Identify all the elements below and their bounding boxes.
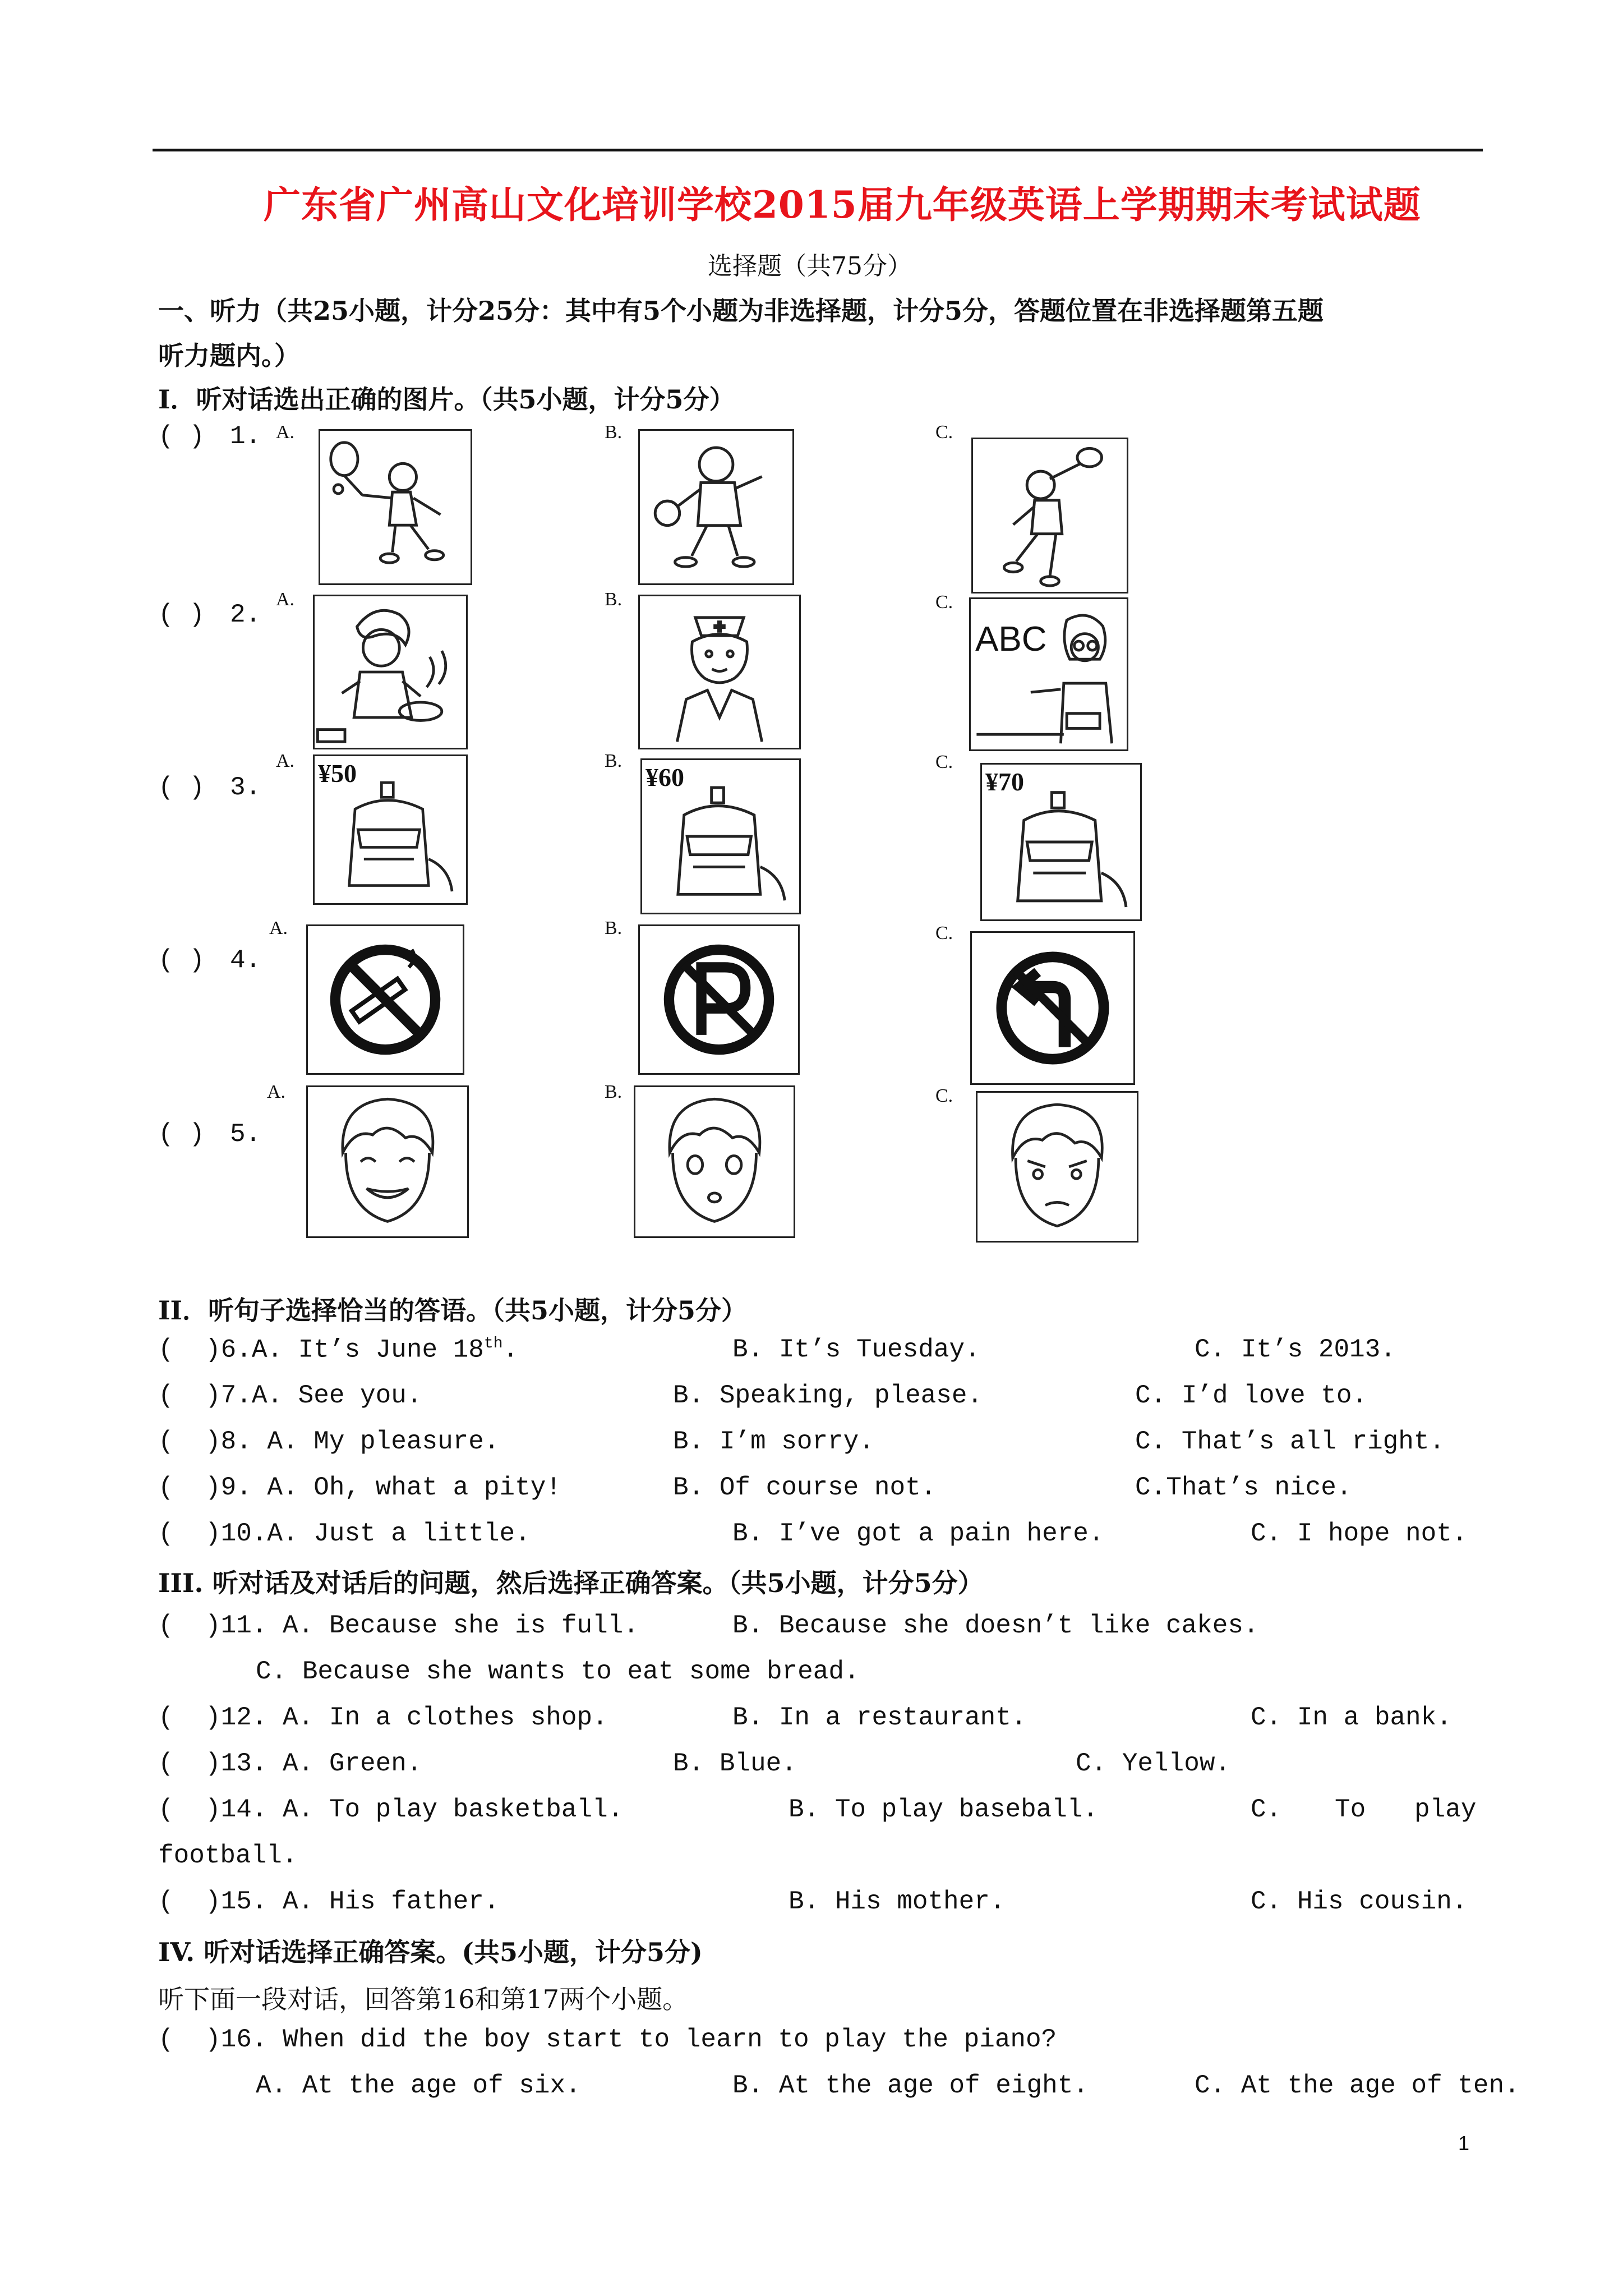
answer-bracket[interactable]: ( ): [158, 1120, 205, 1149]
option-b[interactable]: B. I’ve got a pain here.: [732, 1519, 1104, 1548]
option-label: A.: [276, 589, 295, 610]
question-6: )6.A. It’s June 18th.: [205, 1335, 519, 1365]
question-9: )9. A. Oh, what a pity!: [205, 1473, 561, 1502]
option-c-letter[interactable]: C.: [1251, 1795, 1282, 1824]
option-label: C.: [935, 1085, 953, 1106]
price-tag: ¥60: [645, 763, 684, 792]
option-picture[interactable]: [971, 438, 1128, 593]
question-11: )11. A. Because she is full.: [205, 1611, 639, 1640]
section3-heading: III. 听对话及对话后的问题，然后选择正确答案。（共5小题，计分5分）: [158, 1568, 984, 1598]
option-picture[interactable]: [969, 597, 1128, 751]
option-c-word: football.: [158, 1841, 298, 1870]
option-b[interactable]: B. In a restaurant.: [732, 1703, 1027, 1732]
section4-intro: 听下面一段对话，回答第16和第17两个小题。: [158, 1984, 689, 2014]
question-13: )13. A. Green.: [205, 1749, 422, 1778]
option-picture[interactable]: [319, 429, 472, 585]
page-number: 1: [1458, 2132, 1470, 2155]
answer-bracket[interactable]: (: [158, 2025, 220, 2054]
cook-woman-icon: [315, 596, 466, 748]
option-c[interactable]: C. At the age of ten.: [1195, 2071, 1520, 2100]
option-picture[interactable]: [313, 754, 468, 905]
answer-bracket[interactable]: ( ): [158, 600, 205, 629]
page-title: 广东省广州高山文化培训学校2015届九年级英语上学期期末考试试题: [264, 183, 1421, 227]
option-c[interactable]: C. I’d love to.: [1135, 1381, 1368, 1410]
option-b[interactable]: B. I’m sorry.: [673, 1427, 874, 1456]
option-picture[interactable]: [634, 1085, 795, 1238]
answer-bracket[interactable]: (: [158, 1749, 220, 1778]
answer-bracket[interactable]: (: [158, 1381, 220, 1410]
option-label: B.: [605, 589, 623, 610]
section4-heading: IV. 听对话选择正确答案。(共5小题，计分5分): [158, 1937, 703, 1967]
question-15: )15. A. His father.: [205, 1887, 500, 1916]
basketball-player-icon: [640, 431, 792, 583]
option-label: A.: [276, 751, 295, 771]
nurse-icon: [640, 596, 799, 748]
question-7: )7.A. See you.: [205, 1381, 422, 1410]
option-label: B.: [605, 751, 623, 771]
surprised-face-icon: [635, 1087, 794, 1236]
page-subtitle: 选择题（共75分）: [708, 252, 912, 280]
no-smoking-sign-icon: [308, 926, 463, 1073]
option-label: A.: [276, 422, 295, 443]
question-number: 3.: [230, 773, 261, 802]
answer-bracket[interactable]: (: [158, 1335, 220, 1364]
option-b[interactable]: B. At the age of eight.: [732, 2071, 1089, 2100]
top-rule: [153, 149, 1483, 151]
option-c[interactable]: C.That’s nice.: [1135, 1473, 1352, 1502]
option-picture[interactable]: [976, 1091, 1138, 1243]
board-text: ABC: [975, 620, 1047, 659]
option-c[interactable]: C. I hope not.: [1251, 1519, 1468, 1548]
section2-heading: II．听句子选择恰当的答语。（共5小题，计分5分）: [158, 1295, 748, 1326]
answer-bracket[interactable]: ( ): [158, 422, 205, 451]
option-label: A.: [267, 1082, 286, 1102]
option-label: C.: [935, 752, 953, 772]
option-label: B.: [605, 422, 623, 443]
option-b[interactable]: B. To play baseball.: [789, 1795, 1099, 1824]
option-b[interactable]: B. Blue.: [673, 1749, 797, 1778]
happy-face-icon: [308, 1087, 467, 1236]
option-c[interactable]: C. That’s all right.: [1135, 1427, 1445, 1456]
option-label: C.: [935, 923, 953, 944]
no-left-turn-sign-icon: [972, 933, 1133, 1083]
option-picture[interactable]: [306, 924, 464, 1075]
option-picture[interactable]: [638, 595, 801, 749]
price-tag: ¥70: [985, 767, 1024, 796]
option-picture[interactable]: [970, 931, 1135, 1085]
option-c-word: To: [1335, 1795, 1366, 1824]
question-16: )16. When did the boy start to learn to play the piano?: [205, 2025, 1057, 2054]
part1-heading-line2: 听力题内。）: [158, 341, 300, 371]
option-picture[interactable]: [980, 763, 1142, 921]
question-12: )12. A. In a clothes shop.: [205, 1703, 608, 1732]
option-c[interactable]: C. It’s 2013.: [1195, 1335, 1396, 1364]
question-14: )14. A. To play basketball.: [205, 1795, 624, 1824]
no-parking-sign-icon: [640, 926, 798, 1073]
option-label: B.: [605, 918, 623, 938]
question-number: 5.: [230, 1120, 261, 1149]
option-b[interactable]: B. His mother.: [789, 1887, 1006, 1916]
answer-bracket[interactable]: (: [158, 1519, 220, 1548]
answer-bracket[interactable]: ( ): [158, 773, 205, 802]
question-10: )10.A. Just a little.: [205, 1519, 531, 1548]
question-8: )8. A. My pleasure.: [205, 1427, 500, 1456]
option-picture[interactable]: [638, 924, 800, 1075]
option-a[interactable]: A. At the age of six.: [256, 2071, 581, 2100]
option-c[interactable]: C. Because she wants to eat some bread.: [256, 1657, 860, 1686]
sad-face-icon: [978, 1093, 1137, 1241]
tennis-player-icon: [320, 431, 471, 583]
option-c[interactable]: C. His cousin.: [1251, 1887, 1468, 1916]
answer-bracket[interactable]: (: [158, 1795, 220, 1824]
option-c[interactable]: C. In a bank.: [1251, 1703, 1452, 1732]
answer-bracket[interactable]: (: [158, 1611, 220, 1640]
option-c[interactable]: C. Yellow.: [1076, 1749, 1231, 1778]
answer-bracket[interactable]: ( ): [158, 946, 205, 975]
option-label: A.: [269, 918, 288, 938]
section1-heading: I．听对话选出正确的图片。（共5小题，计分5分）: [158, 384, 735, 415]
option-picture[interactable]: [640, 758, 801, 914]
option-b[interactable]: B. Of course not.: [673, 1473, 937, 1502]
answer-bracket[interactable]: (: [158, 1887, 220, 1916]
option-label: C.: [935, 592, 953, 613]
answer-bracket[interactable]: (: [158, 1473, 220, 1502]
question-number: 4.: [230, 946, 261, 975]
option-b[interactable]: B. Because she doesn’t like cakes.: [732, 1611, 1259, 1640]
answer-bracket[interactable]: (: [158, 1427, 220, 1456]
option-c-word: play: [1414, 1795, 1477, 1824]
option-label: B.: [605, 1082, 623, 1102]
option-b[interactable]: B. It’s Tuesday.: [732, 1335, 980, 1364]
part1-heading-line1: 一、听力（共25小题，计分25分：其中有5个小题为非选择题，计分5分，答题位置在非选择题第五题: [158, 296, 1324, 326]
option-picture[interactable]: [313, 595, 468, 749]
option-picture[interactable]: [306, 1085, 469, 1238]
option-picture[interactable]: [638, 429, 794, 585]
volleyball-player-icon: [973, 439, 1127, 592]
question-number: 1.: [230, 422, 261, 451]
answer-bracket[interactable]: (: [158, 1703, 220, 1732]
option-b[interactable]: B. Speaking, please.: [673, 1381, 983, 1410]
option-label: C.: [935, 422, 953, 443]
question-number: 2.: [230, 600, 261, 629]
price-tag: ¥50: [318, 759, 357, 788]
